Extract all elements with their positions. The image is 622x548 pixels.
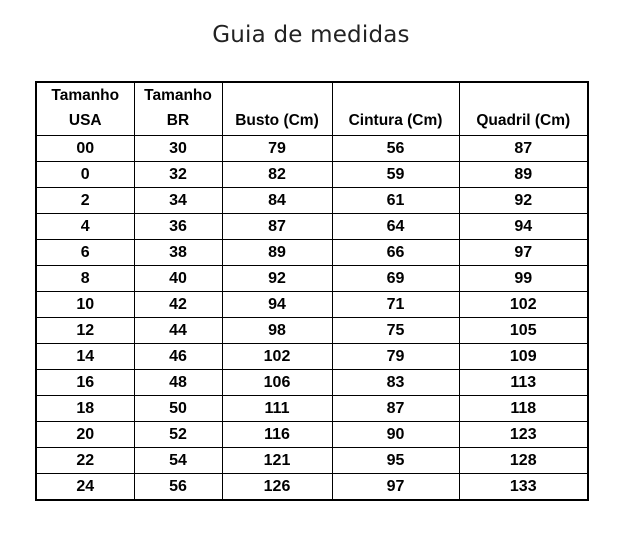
cell-waist: 75: [332, 318, 459, 344]
cell-size-br: 54: [134, 448, 222, 474]
cell-size-usa: 8: [36, 266, 134, 292]
cell-hip: 97: [459, 240, 588, 266]
header-hip: Quadril (Cm): [459, 82, 588, 136]
cell-waist: 64: [332, 214, 459, 240]
table-row: [36, 344, 588, 370]
cell-size-usa: 00: [36, 136, 134, 162]
cell-hip: 113: [459, 370, 588, 396]
cell-bust: 79: [222, 136, 332, 162]
cell-size-br: 42: [134, 292, 222, 318]
cell-hip: 109: [459, 344, 588, 370]
cell-size-usa: 20: [36, 422, 134, 448]
cell-size-usa: 18: [36, 396, 134, 422]
cell-waist: 71: [332, 292, 459, 318]
cell-size-usa: 6: [36, 240, 134, 266]
cell-bust: 89: [222, 240, 332, 266]
cell-size-br: 30: [134, 136, 222, 162]
table-row: [36, 266, 588, 292]
cell-waist: 66: [332, 240, 459, 266]
cell-bust: 87: [222, 214, 332, 240]
cell-size-br: 36: [134, 214, 222, 240]
cell-waist: 90: [332, 422, 459, 448]
cell-hip: 87: [459, 136, 588, 162]
page-title: Guia de medidas: [212, 22, 410, 48]
cell-size-br: 38: [134, 240, 222, 266]
cell-hip: 92: [459, 188, 588, 214]
cell-size-usa: 2: [36, 188, 134, 214]
table-row: [36, 240, 588, 266]
table-row: [36, 422, 588, 448]
cell-hip: 94: [459, 214, 588, 240]
cell-hip: 105: [459, 318, 588, 344]
cell-size-br: 32: [134, 162, 222, 188]
cell-waist: 95: [332, 448, 459, 474]
header-size-usa: Tamanho USA: [36, 82, 134, 136]
size-guide-table: [35, 81, 589, 501]
cell-size-br: 40: [134, 266, 222, 292]
table-row: [36, 136, 588, 162]
table-row: [36, 188, 588, 214]
cell-size-usa: 4: [36, 214, 134, 240]
cell-bust: 116: [222, 422, 332, 448]
cell-waist: 97: [332, 474, 459, 501]
cell-size-usa: 24: [36, 474, 134, 501]
cell-bust: 102: [222, 344, 332, 370]
cell-bust: 98: [222, 318, 332, 344]
cell-waist: 61: [332, 188, 459, 214]
cell-size-usa: 10: [36, 292, 134, 318]
table-row: [36, 318, 588, 344]
cell-size-br: 48: [134, 370, 222, 396]
cell-bust: 82: [222, 162, 332, 188]
cell-hip: 102: [459, 292, 588, 318]
cell-waist: 69: [332, 266, 459, 292]
table-row: [36, 162, 588, 188]
table-row: [36, 214, 588, 240]
cell-bust: 92: [222, 266, 332, 292]
cell-size-br: 46: [134, 344, 222, 370]
cell-bust: 126: [222, 474, 332, 501]
cell-size-usa: 22: [36, 448, 134, 474]
header-bust: Busto (Cm): [222, 82, 332, 136]
cell-size-br: 50: [134, 396, 222, 422]
table-row: [36, 396, 588, 422]
table-row: [36, 370, 588, 396]
cell-hip: 133: [459, 474, 588, 501]
header-waist: Cintura (Cm): [332, 82, 459, 136]
cell-bust: 106: [222, 370, 332, 396]
cell-size-usa: 14: [36, 344, 134, 370]
cell-waist: 56: [332, 136, 459, 162]
cell-size-usa: 12: [36, 318, 134, 344]
header-row: [36, 82, 588, 136]
cell-bust: 94: [222, 292, 332, 318]
cell-bust: 111: [222, 396, 332, 422]
cell-size-br: 52: [134, 422, 222, 448]
cell-size-usa: 0: [36, 162, 134, 188]
table-row: [36, 474, 588, 501]
cell-hip: 99: [459, 266, 588, 292]
table-body: [36, 136, 588, 501]
header-size-br: Tamanho BR: [134, 82, 222, 136]
cell-size-br: 34: [134, 188, 222, 214]
cell-hip: 118: [459, 396, 588, 422]
cell-bust: 84: [222, 188, 332, 214]
cell-waist: 83: [332, 370, 459, 396]
cell-hip: 123: [459, 422, 588, 448]
cell-size-usa: 16: [36, 370, 134, 396]
cell-hip: 128: [459, 448, 588, 474]
cell-bust: 121: [222, 448, 332, 474]
cell-waist: 59: [332, 162, 459, 188]
cell-waist: 79: [332, 344, 459, 370]
cell-size-br: 56: [134, 474, 222, 501]
table-row: [36, 448, 588, 474]
cell-size-br: 44: [134, 318, 222, 344]
table-row: [36, 292, 588, 318]
cell-waist: 87: [332, 396, 459, 422]
cell-hip: 89: [459, 162, 588, 188]
